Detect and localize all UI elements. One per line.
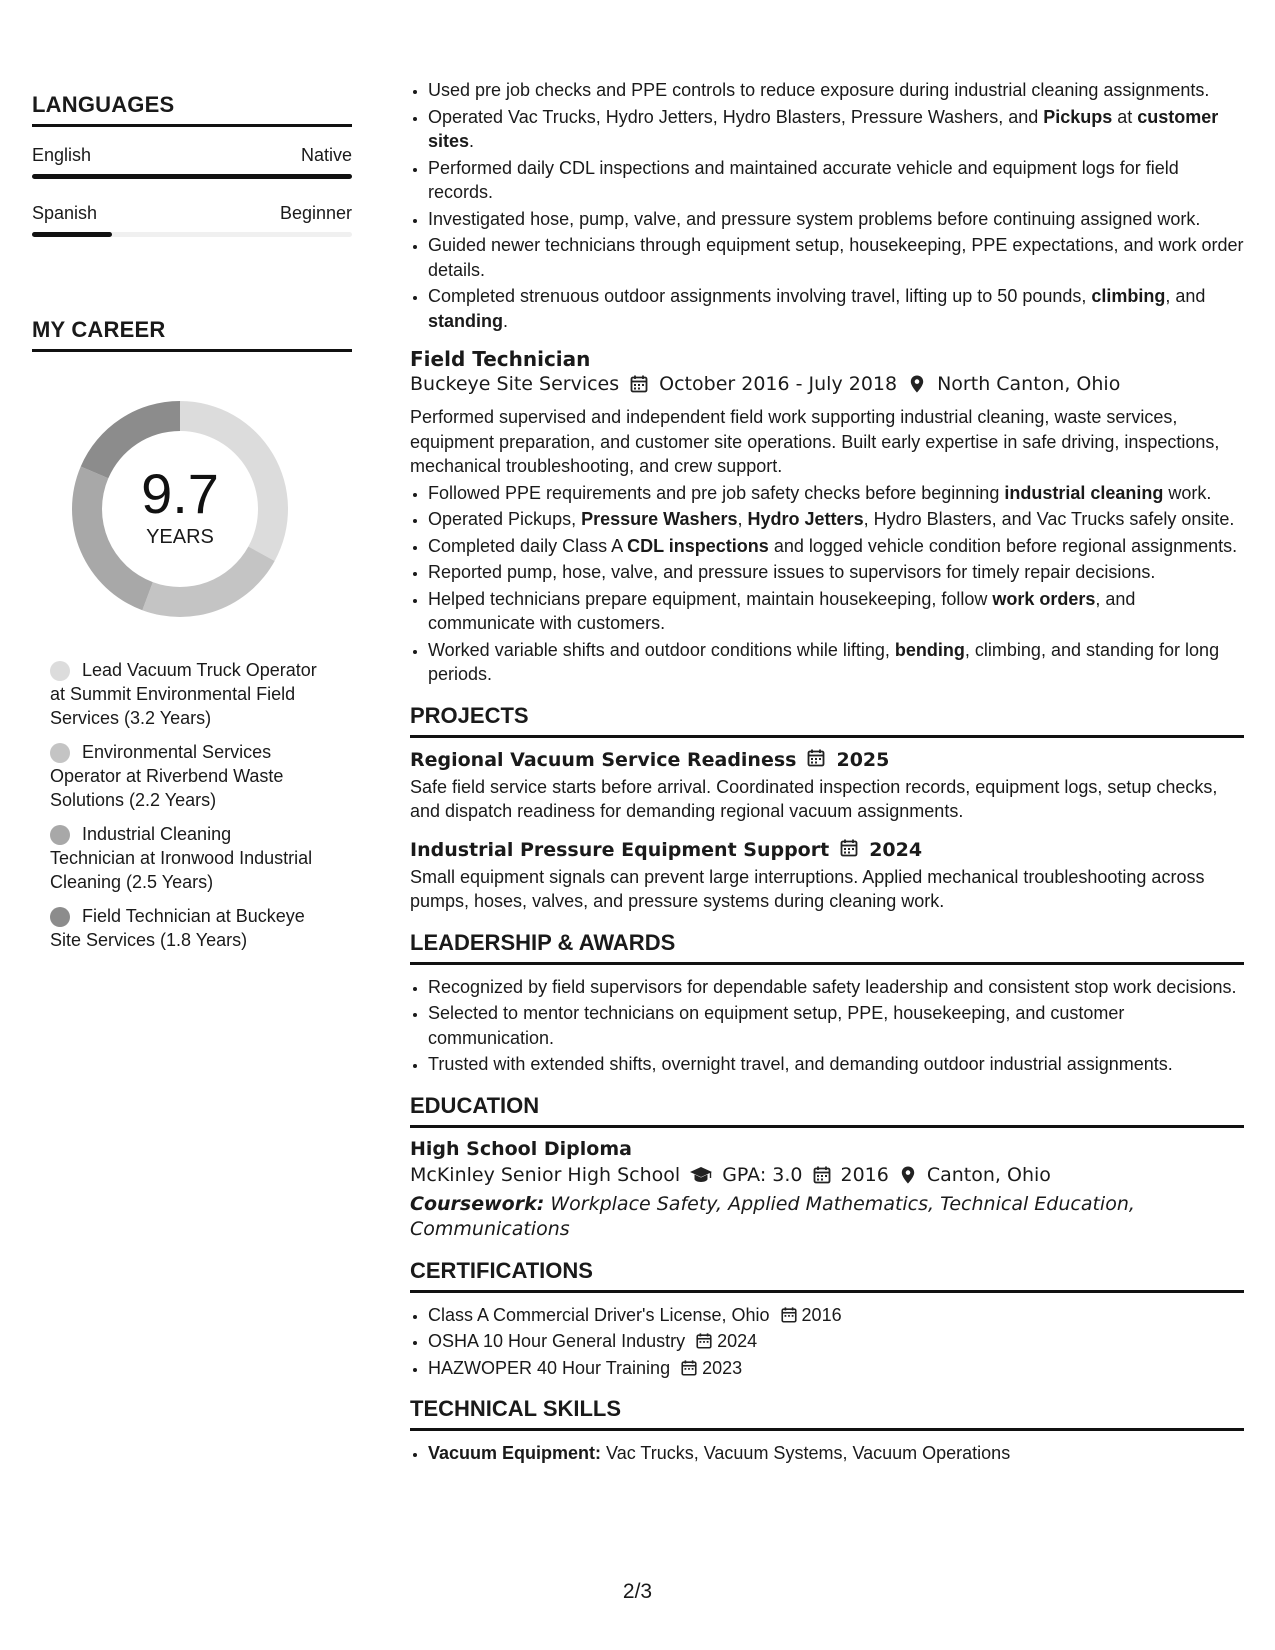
bullet-item: • Worked variable shifts and outdoor conditions while lifting, bending, climbing, and standing for long periods. xyxy=(428,638,1244,687)
award-item: • Trusted with extended shifts, overnight travel, and demanding outdoor industrial assignments. xyxy=(428,1052,1244,1077)
project-item xyxy=(410,838,1244,914)
education-coursework xyxy=(410,1192,1244,1242)
calendar-icon xyxy=(680,1359,698,1377)
certification-item xyxy=(428,1303,1244,1328)
map-pin-icon xyxy=(907,374,927,394)
main-content xyxy=(410,78,1244,1468)
job-bullets xyxy=(410,481,1244,687)
donut-segment-2 xyxy=(142,547,274,617)
sidebar xyxy=(32,92,352,962)
project-description: Small equipment signals can prevent large interruptions. Applied mechanical troubleshooting across pumps, hoses, valves, and pressure systems during cleaning work. xyxy=(410,866,1205,911)
career-legend xyxy=(50,658,320,952)
bullet-item: • Investigated hose, pump, valve, and pressure system problems before continuing assigned work. xyxy=(428,207,1244,232)
job-description: Performed supervised and independent field work supporting industrial cleaning, waste services, equipment preparation, and customer site operations. Built early expertise in safe driving, inspections, mechanical troubleshooting, and crew support. xyxy=(410,407,1220,476)
career-donut-chart xyxy=(65,394,295,624)
award-item: • Recognized by field supervisors for dependable safety leadership and consistent stop work decisions. xyxy=(428,975,1244,1000)
certification-item xyxy=(428,1356,1244,1381)
education-year: 2016 xyxy=(840,1163,889,1186)
career-total-unit: YEARS xyxy=(146,526,214,548)
bullet-item: • Used pre job checks and PPE controls to reduce exposure during industrial cleaning assignments. xyxy=(428,78,1244,103)
graduation-cap-icon xyxy=(689,1165,713,1185)
education-gpa: GPA: 3.0 xyxy=(722,1163,803,1186)
career-legend-item xyxy=(50,658,320,730)
skill-item xyxy=(428,1441,1244,1466)
awards-list xyxy=(410,975,1244,1077)
map-pin-icon xyxy=(898,1165,918,1185)
language-proficiency-fill xyxy=(32,232,112,237)
certification-name: • Class A Commercial Driver's License, Ohio xyxy=(428,1304,770,1325)
calendar-icon xyxy=(629,374,649,394)
certifications-heading: CERTIFICATIONS xyxy=(410,1258,1244,1293)
legend-dot-icon xyxy=(50,825,70,845)
language-item xyxy=(32,203,352,237)
legend-dot-icon xyxy=(50,661,70,681)
skills-heading: TECHNICAL SKILLS xyxy=(410,1396,1244,1431)
calendar-icon xyxy=(780,1306,798,1324)
bullet-item: • Operated Pickups, Pressure Washers, Hydro Jetters, Hydro Blasters, and Vac Trucks safely onsite. xyxy=(428,507,1244,532)
bullet-item: • Completed strenuous outdoor assignments involving travel, lifting up to 50 pounds, climbing, and standing. xyxy=(428,284,1244,333)
skill-value: Vac Trucks, Vacuum Systems, Vacuum Operations xyxy=(606,1443,1011,1463)
job-title: Field Technician xyxy=(410,347,591,371)
bullet-item: • Followed PPE requirements and pre job safety checks before beginning industrial cleaning work. xyxy=(428,481,1244,506)
career-legend-label: Lead Vacuum Truck Operator at Summit Environmental Field Services (3.2 Years) xyxy=(50,660,317,728)
education-meta xyxy=(410,1164,1244,1186)
job-location: North Canton, Ohio xyxy=(937,373,1121,395)
language-level: Native xyxy=(300,145,352,165)
career-legend-item xyxy=(50,740,320,812)
bullet-item: • Operated Vac Trucks, Hydro Jetters, Hydro Blasters, Pressure Washers, and Pickups at customer sites. xyxy=(428,105,1244,154)
career-legend-item xyxy=(50,904,320,952)
certification-name: • OSHA 10 Hour General Industry xyxy=(428,1331,686,1351)
certification-item xyxy=(428,1329,1244,1354)
job-company: Buckeye Site Services xyxy=(410,373,620,395)
career-total-years: 9.7 xyxy=(141,462,219,525)
certification-year: 2023 xyxy=(702,1357,743,1378)
education-location: Canton, Ohio xyxy=(926,1163,1051,1186)
bullet-item: • Performed daily CDL inspections and maintained accurate vehicle and equipment logs for field records. xyxy=(428,156,1244,205)
project-year: 2024 xyxy=(869,839,923,861)
coursework-label: Coursework: xyxy=(410,1192,545,1215)
awards-heading: LEADERSHIP & AWARDS xyxy=(410,930,1244,965)
bullet-item: • Guided newer technicians through equipment setup, housekeeping, PPE expectations, and work order details. xyxy=(428,233,1244,282)
career-legend-label: Field Technician at Buckeye Site Services (1.8 Years) xyxy=(50,906,305,950)
skills-list xyxy=(410,1441,1244,1466)
certification-year: 2016 xyxy=(801,1304,842,1325)
project-year: 2025 xyxy=(836,749,890,771)
job-meta xyxy=(410,373,1244,395)
career-legend-item xyxy=(50,822,320,894)
calendar-icon xyxy=(695,1332,713,1350)
career-legend-label: Environmental Services Operator at Riverbend Waste Solutions (2.2 Years) xyxy=(50,742,284,810)
skill-label: Vacuum Equipment: xyxy=(428,1443,602,1463)
language-name: Spanish xyxy=(32,203,98,223)
award-item: • Selected to mentor technicians on equipment setup, PPE, housekeeping, and customer communication. xyxy=(428,1001,1244,1050)
calendar-icon xyxy=(839,838,859,863)
project-description: Safe field service starts before arrival. Coordinated inspection records, equipment logs, setup checks, and dispatch readiness for demanding regional vacuum assignments. xyxy=(410,776,1218,821)
bullet-item: • Helped technicians prepare equipment, maintain housekeeping, follow work orders, and communicate with customers. xyxy=(428,587,1244,636)
certification-year: 2024 xyxy=(717,1331,758,1351)
project-title: Industrial Pressure Equipment Support xyxy=(410,839,830,861)
calendar-icon xyxy=(812,1165,832,1185)
career-heading: MY CAREER xyxy=(32,317,352,352)
language-name: English xyxy=(32,145,92,165)
language-item xyxy=(32,145,352,179)
project-title: Regional Vacuum Service Readiness xyxy=(410,749,797,771)
certification-name: • HAZWOPER 40 Hour Training xyxy=(428,1357,671,1378)
education-heading: EDUCATION xyxy=(410,1093,1244,1128)
language-level: Beginner xyxy=(279,203,352,223)
job-dates: October 2016 - July 2018 xyxy=(659,373,898,395)
language-proficiency-bar xyxy=(32,232,352,237)
legend-dot-icon xyxy=(50,907,70,927)
coursework-list: Workplace Safety, Applied Mathematics, Technical Education, Communications xyxy=(410,1192,1135,1240)
page-number: 2/3 xyxy=(622,1580,653,1603)
projects-heading: PROJECTS xyxy=(410,703,1244,738)
legend-dot-icon xyxy=(50,743,70,763)
languages-heading: LANGUAGES xyxy=(32,92,352,127)
calendar-icon xyxy=(806,748,826,773)
education-degree: High School Diploma xyxy=(410,1137,632,1160)
bullet-item: • Completed daily Class A CDL inspections and logged vehicle condition before regional assignments. xyxy=(428,534,1244,559)
project-item xyxy=(410,748,1244,824)
certifications-list xyxy=(410,1303,1244,1381)
career-legend-label: Industrial Cleaning Technician at Ironwood Industrial Cleaning (2.5 Years) xyxy=(50,824,313,892)
education-school: McKinley Senior High School xyxy=(410,1163,681,1186)
language-proficiency-fill xyxy=(32,174,352,179)
language-proficiency-bar xyxy=(32,174,352,179)
bullet-item: • Reported pump, hose, valve, and pressure issues to supervisors for timely repair decisions. xyxy=(428,560,1244,585)
previous-job-bullets xyxy=(410,78,1244,333)
